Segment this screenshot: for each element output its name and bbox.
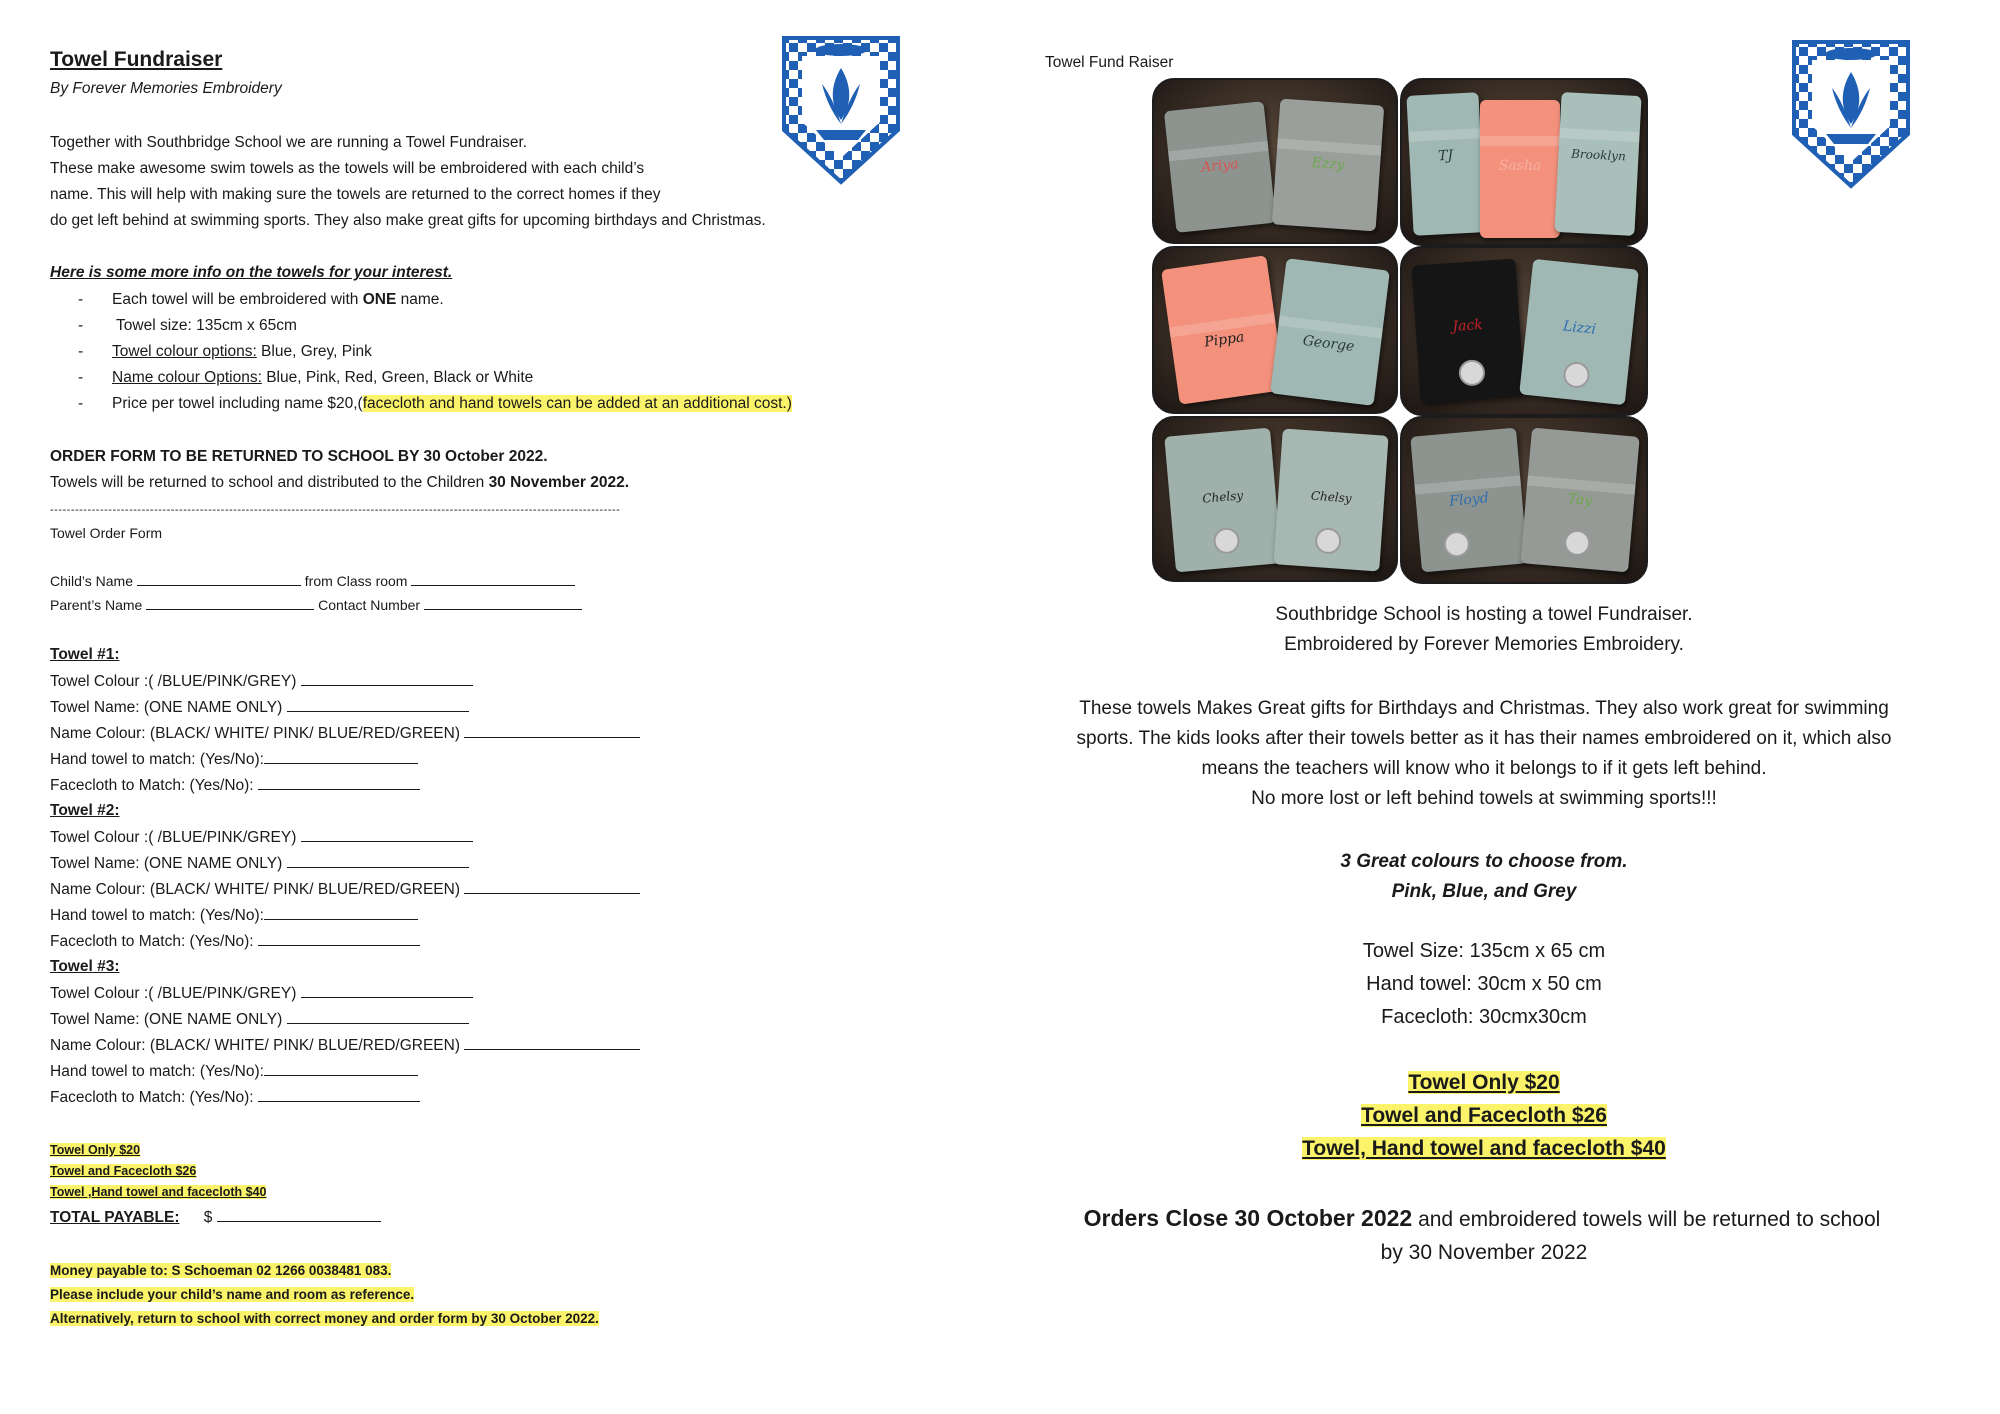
page-title: Towel Fundraiser	[50, 48, 223, 71]
bullet-item: - Towel colour options: Blue, Grey, Pink	[78, 343, 372, 360]
towel-colour-field[interactable]	[301, 827, 473, 842]
child-name-row: Child’s Name from Class room	[50, 571, 575, 591]
flyer-header: Towel Fund Raiser	[1045, 54, 1174, 71]
hand-towel-field[interactable]	[264, 905, 418, 920]
towel: Ezzy	[1272, 99, 1385, 232]
towel: Chelsy	[1273, 428, 1388, 571]
price-item: Towel and Facecloth $26	[50, 1164, 197, 1178]
intro-line: name. This will help with making sure the towels are returned to the correct homes if they	[50, 186, 661, 203]
towel-name-field[interactable]	[287, 1009, 469, 1024]
contact-number-field[interactable]	[424, 595, 582, 610]
intro-line: Together with Southbridge School we are running a Towel Fundraiser.	[50, 134, 528, 151]
orders-close-line: Orders Close 30 October 2022 and embroidered towels will be returned to school	[1083, 1205, 1881, 1231]
payment-line: Money payable to: S Schoeman 02 1266 0038481 083.	[50, 1263, 392, 1278]
towel-photo	[1400, 78, 1648, 246]
towel-colour-field[interactable]	[301, 983, 473, 998]
return-date-line: by 30 November 2022	[1380, 1241, 1588, 1264]
hand-towel-row: Hand towel to match: (Yes/No):	[50, 905, 418, 926]
payment-line: Alternatively, return to school with correct money and order form by 30 October 2022.	[50, 1311, 599, 1326]
towel-photo	[1400, 416, 1648, 584]
towel: Tay	[1520, 428, 1639, 573]
facecloth-field[interactable]	[258, 931, 420, 946]
description-line: No more lost or left behind towels at swimming sports!!!	[1251, 788, 1717, 809]
size-line: Facecloth: 30cmx30cm	[1381, 1006, 1587, 1028]
intro-line: do get left behind at swimming sports. They also make great gifts for upcoming birthdays and Christmas.	[50, 212, 766, 229]
parent-name-row: Parent’s Name Contact Number	[50, 595, 582, 615]
towel-name-field[interactable]	[287, 853, 469, 868]
size-line: Towel Size: 135cm x 65 cm	[1362, 940, 1606, 962]
name-colour-field[interactable]	[464, 879, 640, 894]
towel-3-header: Towel #3:	[50, 958, 120, 975]
intro-line: These make awesome swim towels as the towels will be embroidered with each child’s	[50, 160, 645, 177]
right-page	[1000, 0, 2000, 1414]
colours-heading: 3 Great colours to choose from.	[1340, 851, 1628, 872]
distribution-date: Towels will be returned to school and distributed to the Children 30 November 2022.	[50, 474, 630, 491]
hosting-line: Southbridge School is hosting a towel Fundraiser.	[1275, 604, 1693, 625]
byline: By Forever Memories Embroidery	[50, 80, 282, 97]
child-name-field[interactable]	[137, 571, 301, 586]
towel-colour-row: Towel Colour :( /BLUE/PINK/GREY)	[50, 671, 473, 692]
price-option: Towel and Facecloth $26	[1361, 1104, 1607, 1127]
towel: Brooklyn	[1554, 92, 1641, 236]
hand-towel-field[interactable]	[264, 1061, 418, 1076]
towel: Chelsy	[1164, 428, 1281, 573]
towel-name-row: Towel Name: (ONE NAME ONLY)	[50, 853, 469, 874]
towel-photo	[1400, 246, 1648, 416]
name-colour-row: Name Colour: (BLACK/ WHITE/ PINK/ BLUE/RED/GREEN)	[50, 879, 640, 900]
info-heading: Here is some more info on the towels for your interest.	[50, 264, 453, 281]
towel-colour-row: Towel Colour :( /BLUE/PINK/GREY)	[50, 827, 473, 848]
price-item: Towel Only $20	[50, 1143, 141, 1157]
towel-name-row: Towel Name: (ONE NAME ONLY)	[50, 1009, 469, 1030]
form-title: Towel Order Form	[50, 525, 163, 541]
facecloth-row: Facecloth to Match: (Yes/No):	[50, 1087, 420, 1108]
towel-photo	[1152, 246, 1398, 414]
name-colour-row: Name Colour: (BLACK/ WHITE/ PINK/ BLUE/RED/GREEN)	[50, 723, 640, 744]
total-payable-row: TOTAL PAYABLE: $	[50, 1207, 381, 1228]
towel-1-header: Towel #1:	[50, 646, 120, 663]
description-line: These towels Makes Great gifts for Birthdays and Christmas. They also work great for swimming	[1079, 698, 1889, 719]
class-room-field[interactable]	[411, 571, 575, 586]
towel: Floyd	[1410, 428, 1527, 573]
towel-2-header: Towel #2:	[50, 802, 120, 819]
parent-name-field[interactable]	[146, 595, 314, 610]
hand-towel-row: Hand towel to match: (Yes/No):	[50, 749, 418, 770]
towel: Lizzi	[1519, 259, 1639, 405]
towel: TJ	[1406, 92, 1485, 236]
price-option: Towel, Hand towel and facecloth $40	[1302, 1137, 1666, 1160]
school-crest-icon	[780, 34, 902, 186]
name-colour-field[interactable]	[464, 1035, 640, 1050]
embroidered-by-line: Embroidered by Forever Memories Embroidery.	[1284, 634, 1684, 655]
divider: -----------------------------------------------------------------------------------------------------------------------------------------	[50, 504, 621, 516]
payment-line: Please include your child’s name and room as reference.	[50, 1287, 415, 1302]
facecloth-field[interactable]	[258, 775, 420, 790]
towel-photo	[1152, 78, 1398, 244]
facecloth-field[interactable]	[258, 1087, 420, 1102]
towel: Sasha	[1480, 100, 1560, 238]
bullet-item: - Name colour Options: Blue, Pink, Red, Green, Black or White	[78, 369, 534, 386]
name-colour-row: Name Colour: (BLACK/ WHITE/ PINK/ BLUE/RED/GREEN)	[50, 1035, 640, 1056]
towel-colour-row: Towel Colour :( /BLUE/PINK/GREY)	[50, 983, 473, 1004]
return-deadline: ORDER FORM TO BE RETURNED TO SCHOOL BY 30 October 2022.	[50, 448, 548, 465]
towel: George	[1270, 258, 1390, 406]
towel: Ariya	[1164, 101, 1276, 233]
description-line: sports. The kids looks after their towels better as it has their names embroidered on it, which also	[1076, 728, 1892, 749]
hand-towel-row: Hand towel to match: (Yes/No):	[50, 1061, 418, 1082]
description-line: means the teachers will know who it belongs to if it gets left behind.	[1201, 758, 1767, 779]
bullet-item: - Each towel will be embroidered with ONE name.	[78, 291, 444, 308]
facecloth-row: Facecloth to Match: (Yes/No):	[50, 775, 420, 796]
towel: Pippa	[1161, 255, 1285, 404]
towel-name-field[interactable]	[287, 697, 469, 712]
bullet-item: - Price per towel including name $20,(facecloth and hand towels can be added at an additional cost.)	[78, 395, 792, 412]
towel-colour-field[interactable]	[301, 671, 473, 686]
colours-list: Pink, Blue, and Grey	[1391, 881, 1577, 902]
total-payable-field[interactable]	[217, 1207, 381, 1222]
school-crest-icon	[1790, 38, 1912, 190]
towel-name-row: Towel Name: (ONE NAME ONLY)	[50, 697, 469, 718]
size-line: Hand towel: 30cm x 50 cm	[1366, 973, 1602, 995]
towel-photo	[1152, 416, 1398, 582]
name-colour-field[interactable]	[464, 723, 640, 738]
bullet-item: - Towel size: 135cm x 65cm	[78, 317, 297, 334]
price-item: Towel ,Hand towel and facecloth $40	[50, 1185, 267, 1199]
facecloth-row: Facecloth to Match: (Yes/No):	[50, 931, 420, 952]
price-option: Towel Only $20	[1408, 1071, 1560, 1094]
hand-towel-field[interactable]	[264, 749, 418, 764]
towel: Jack	[1411, 259, 1524, 404]
